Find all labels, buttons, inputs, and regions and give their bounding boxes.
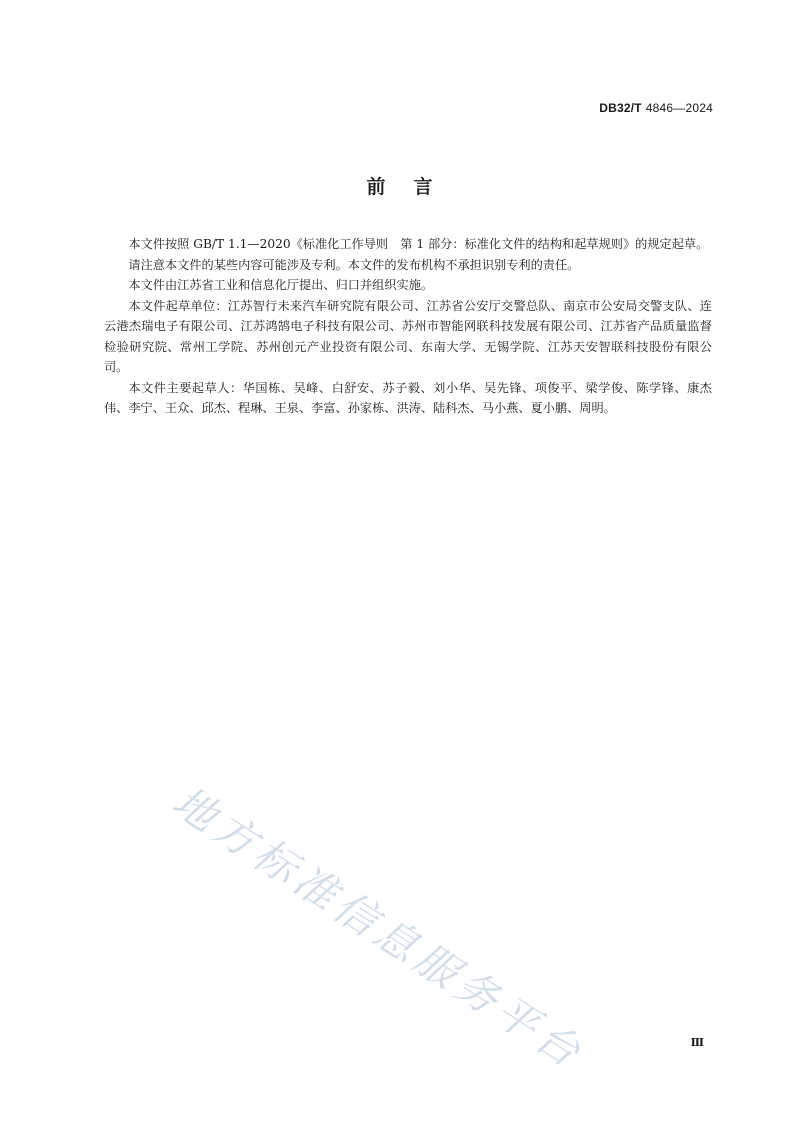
- standard-code: [599, 101, 713, 115]
- page-number: Ⅲ: [690, 1037, 704, 1049]
- watermark-text: 地方标准信息服务平台: [163, 776, 594, 1080]
- page-title: 前言: [366, 176, 461, 198]
- paragraph-drafters: 本文件主要起草人：华国栋、吴峰、白舒安、苏子毅、刘小华、吴先锋、项俊平、梁学俊、陈学锋、康杰伟、李宁、王众、邱杰、程琳、王泉、李富、孙家栋、洪涛、陆科杰、马小燕、夏小鹏、周明。: [104, 380, 712, 415]
- standard-code-number: 4846—2024: [645, 101, 713, 115]
- paragraph-drafting-units: 本文件起草单位：江苏智行未来汽车研究院有限公司、江苏省公安厅交警总队、南京市公安局交警支队、连云港杰瑞电子有限公司、江苏鸿鹄电子科技有限公司、苏州市智能网联科技发展有限公司、江苏省产品质量监督检验研究院、常州工学院、苏州创元产业投资有限公司、东南大学、无锡学院、江苏天安智联科技股份有限公司。: [104, 298, 712, 374]
- paragraph-patent-notice: 请注意本文件的某些内容可能涉及专利。本文件的发布机构不承担识别专利的责任。: [128, 257, 580, 272]
- paragraph-proposer: 本文件由江苏省工业和信息化厅提出、归口并组织实施。: [128, 278, 434, 292]
- foreword-content: [104, 234, 712, 419]
- standard-code-prefix: DB32/T: [599, 101, 642, 115]
- paragraph-drafting-rules: 本文件按照 GB/T 1.1—2020《标准化工作导则 第 1 部分：标准化文件的结构和起草规则》的规定起草。: [128, 237, 709, 251]
